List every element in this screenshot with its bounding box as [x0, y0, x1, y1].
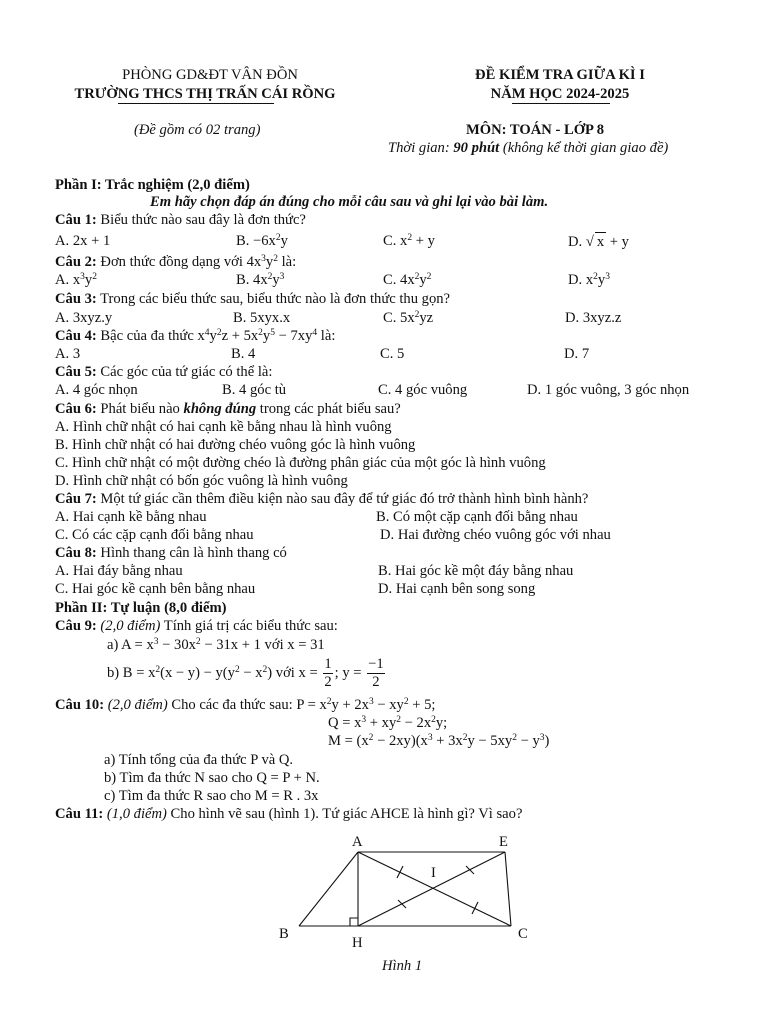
- label-E: E: [499, 834, 508, 850]
- q9-part-a: a) $A = x^3 - 30x^2 - 31x + 1$ với x = 31: [107, 637, 325, 653]
- question-2: Câu 2: Đơn thức đồng dạng với $4x^3y^2$ là:: [55, 254, 297, 270]
- q8-option-c: C. Hai góc kề cạnh bên bằng nhau: [55, 581, 256, 597]
- q5-option-d: D. 1 góc vuông, 3 góc nhọn: [527, 382, 690, 398]
- time-line: Thời gian: 90 phút (không kể thời gian giao đề): [388, 140, 669, 156]
- question-9: Câu 9: (2,0 điểm) Tính giá trị các biểu thức sau:: [55, 618, 338, 634]
- question-8: Câu 8: Hình thang cân là hình thang có: [55, 545, 287, 561]
- right-angle-mark: [350, 918, 358, 926]
- segment-AB: [299, 852, 358, 926]
- q3-option-a: A. 3xyz.y: [55, 310, 113, 326]
- q2-option-c: C. $4x^2y^2$: [383, 272, 432, 288]
- school-year-underline: [512, 103, 610, 104]
- q4-option-b: B. 4: [231, 346, 256, 362]
- tick-mark: [472, 902, 478, 914]
- label-A: A: [352, 834, 363, 850]
- q8-option-d: D. Hai cạnh bên song song: [378, 581, 536, 597]
- q10-part-c: c) Tìm đa thức R sao cho M = R . 3x: [104, 788, 319, 804]
- q6-option-c: C. Hình chữ nhật có một đường chéo là đường phân giác của một góc là hình vuông: [55, 455, 546, 471]
- q3-option-d: D. 3xyz.z: [565, 310, 622, 326]
- q1-option-d: D. √ x + y: [568, 234, 629, 250]
- q5-option-c: C. 4 góc vuông: [378, 382, 468, 398]
- label-C: C: [518, 926, 528, 942]
- fraction-x: $\frac{1}{2}$: [324, 656, 332, 691]
- question-1: Câu 1: Biểu thức nào sau đây là đơn thức?: [55, 212, 306, 228]
- label-I: I: [431, 865, 436, 881]
- question-5: Câu 5: Các góc của tứ giác có thể là:: [55, 364, 273, 380]
- label-H: H: [352, 935, 363, 951]
- q1-option-c: C. $x^2 + y$: [383, 233, 435, 249]
- part1-title: Phần I: Trắc nghiệm (2,0 điểm): [55, 177, 250, 193]
- tick-mark: [398, 900, 406, 908]
- figure-caption: Hình 1: [382, 958, 423, 974]
- question-4: Câu 4: Bậc của đa thức $x^4y^2z + 5x^2y^5 - 7xy^4$ là:: [55, 328, 336, 344]
- q9-part-b: b) $B = x^2(x - y) - y(y^2 - x^2)$ với x = $\frac{1}{2}$ ; y = $\frac{-1}{2}$: [107, 656, 384, 691]
- q4-option-d: D. 7: [564, 346, 590, 362]
- q10-polynomial-q: $Q = x^3 + xy^2 - 2x^2y$;: [328, 715, 448, 731]
- segment-EC: [505, 852, 511, 926]
- q4-option-a: A. 3: [55, 346, 81, 362]
- part1-instruction: Em hãy chọn đáp án đúng cho mỗi câu sau và ghi lại vào bài làm.: [150, 194, 549, 210]
- q2-option-a: A. $x^3y^2$: [55, 272, 97, 288]
- q6-option-b: B. Hình chữ nhật có hai đường chéo vuông góc là hình vuông: [55, 437, 416, 453]
- question-6: Câu 6: Phát biểu nào không đúng trong các phát biểu sau?: [55, 401, 401, 417]
- sqrt-sign: √: [585, 234, 594, 250]
- q3-option-b: B. 5xyx.x: [233, 310, 291, 326]
- q1-option-b: B. $-6x^2y$: [236, 233, 288, 249]
- label-B: B: [279, 926, 289, 942]
- q3-option-c: C. $5x^2yz$: [383, 310, 434, 326]
- q7-option-d: D. Hai đường chéo vuông góc với nhau: [380, 527, 611, 543]
- q8-option-b: B. Hai góc kề một đáy bằng nhau: [378, 563, 574, 579]
- pages-note: (Đề gồm có 02 trang): [134, 122, 261, 138]
- q7-option-b: B. Có một cặp cạnh đối bằng nhau: [376, 509, 578, 525]
- q10-polynomial-m: $M = (x^2 - 2xy)(x^3 + 3x^2y - 5xy^2 - y^3)$: [328, 733, 550, 749]
- question-3: Câu 3: Trong các biểu thức sau, biểu thức nào là đơn thức thu gọn?: [55, 291, 451, 307]
- q2-option-b: B. $4x^2y^3$: [236, 272, 285, 288]
- subject-line: MÔN: TOÁN - LỚP 8: [466, 122, 605, 138]
- q6-option-a: A. Hình chữ nhật có hai cạnh kề bằng nhau là hình vuông: [55, 419, 392, 435]
- q6-option-d: D. Hình chữ nhật có bốn góc vuông là hình vuông: [55, 473, 348, 489]
- question-10: Câu 10: (2,0 điểm) Cho các đa thức sau: $P = x^2y + 2x^3 - xy^2 + 5$;: [55, 697, 436, 713]
- exam-title: ĐỀ KIỂM TRA GIỮA KÌ I: [475, 67, 645, 83]
- q10-part-b: b) Tìm đa thức N sao cho Q = P + N.: [104, 770, 320, 786]
- department-name: PHÒNG GD&ĐT VÂN ĐỒN: [122, 67, 298, 83]
- q10-part-a: a) Tính tổng của đa thức P và Q.: [104, 752, 294, 768]
- q5-option-a: A. 4 góc nhọn: [55, 382, 138, 398]
- q2-option-d: D. $x^2y^3$: [568, 272, 610, 288]
- q4-option-c: C. 5: [380, 346, 405, 362]
- school-name: TRƯỜNG THCS THỊ TRẤN CÁI RỒNG: [74, 86, 336, 102]
- q1-option-a: A. 2x + 1: [55, 233, 111, 249]
- school-name-underline: [118, 103, 274, 104]
- tick-mark: [466, 866, 474, 874]
- q7-option-c: C. Có các cặp cạnh đối bằng nhau: [55, 527, 254, 543]
- question-11: Câu 11: (1,0 điểm) Cho hình vẽ sau (hình 1). Tứ giác AHCE là hình gì? Vì sao?: [55, 806, 523, 822]
- school-year: NĂM HỌC 2024-2025: [490, 86, 630, 102]
- q7-option-a: A. Hai cạnh kề bằng nhau: [55, 509, 207, 525]
- question-7: Câu 7: Một tứ giác cần thêm điều kiện nào sau đây để tứ giác đó trở thành hình bình hành?: [55, 491, 589, 507]
- q8-option-a: A. Hai đáy bằng nhau: [55, 563, 183, 579]
- part2-title: Phần II: Tự luận (8,0 điểm): [55, 600, 227, 616]
- tick-mark: [397, 866, 403, 878]
- fraction-y: $\frac{-1}{2}$: [368, 656, 384, 691]
- q5-option-b: B. 4 góc tù: [222, 382, 287, 398]
